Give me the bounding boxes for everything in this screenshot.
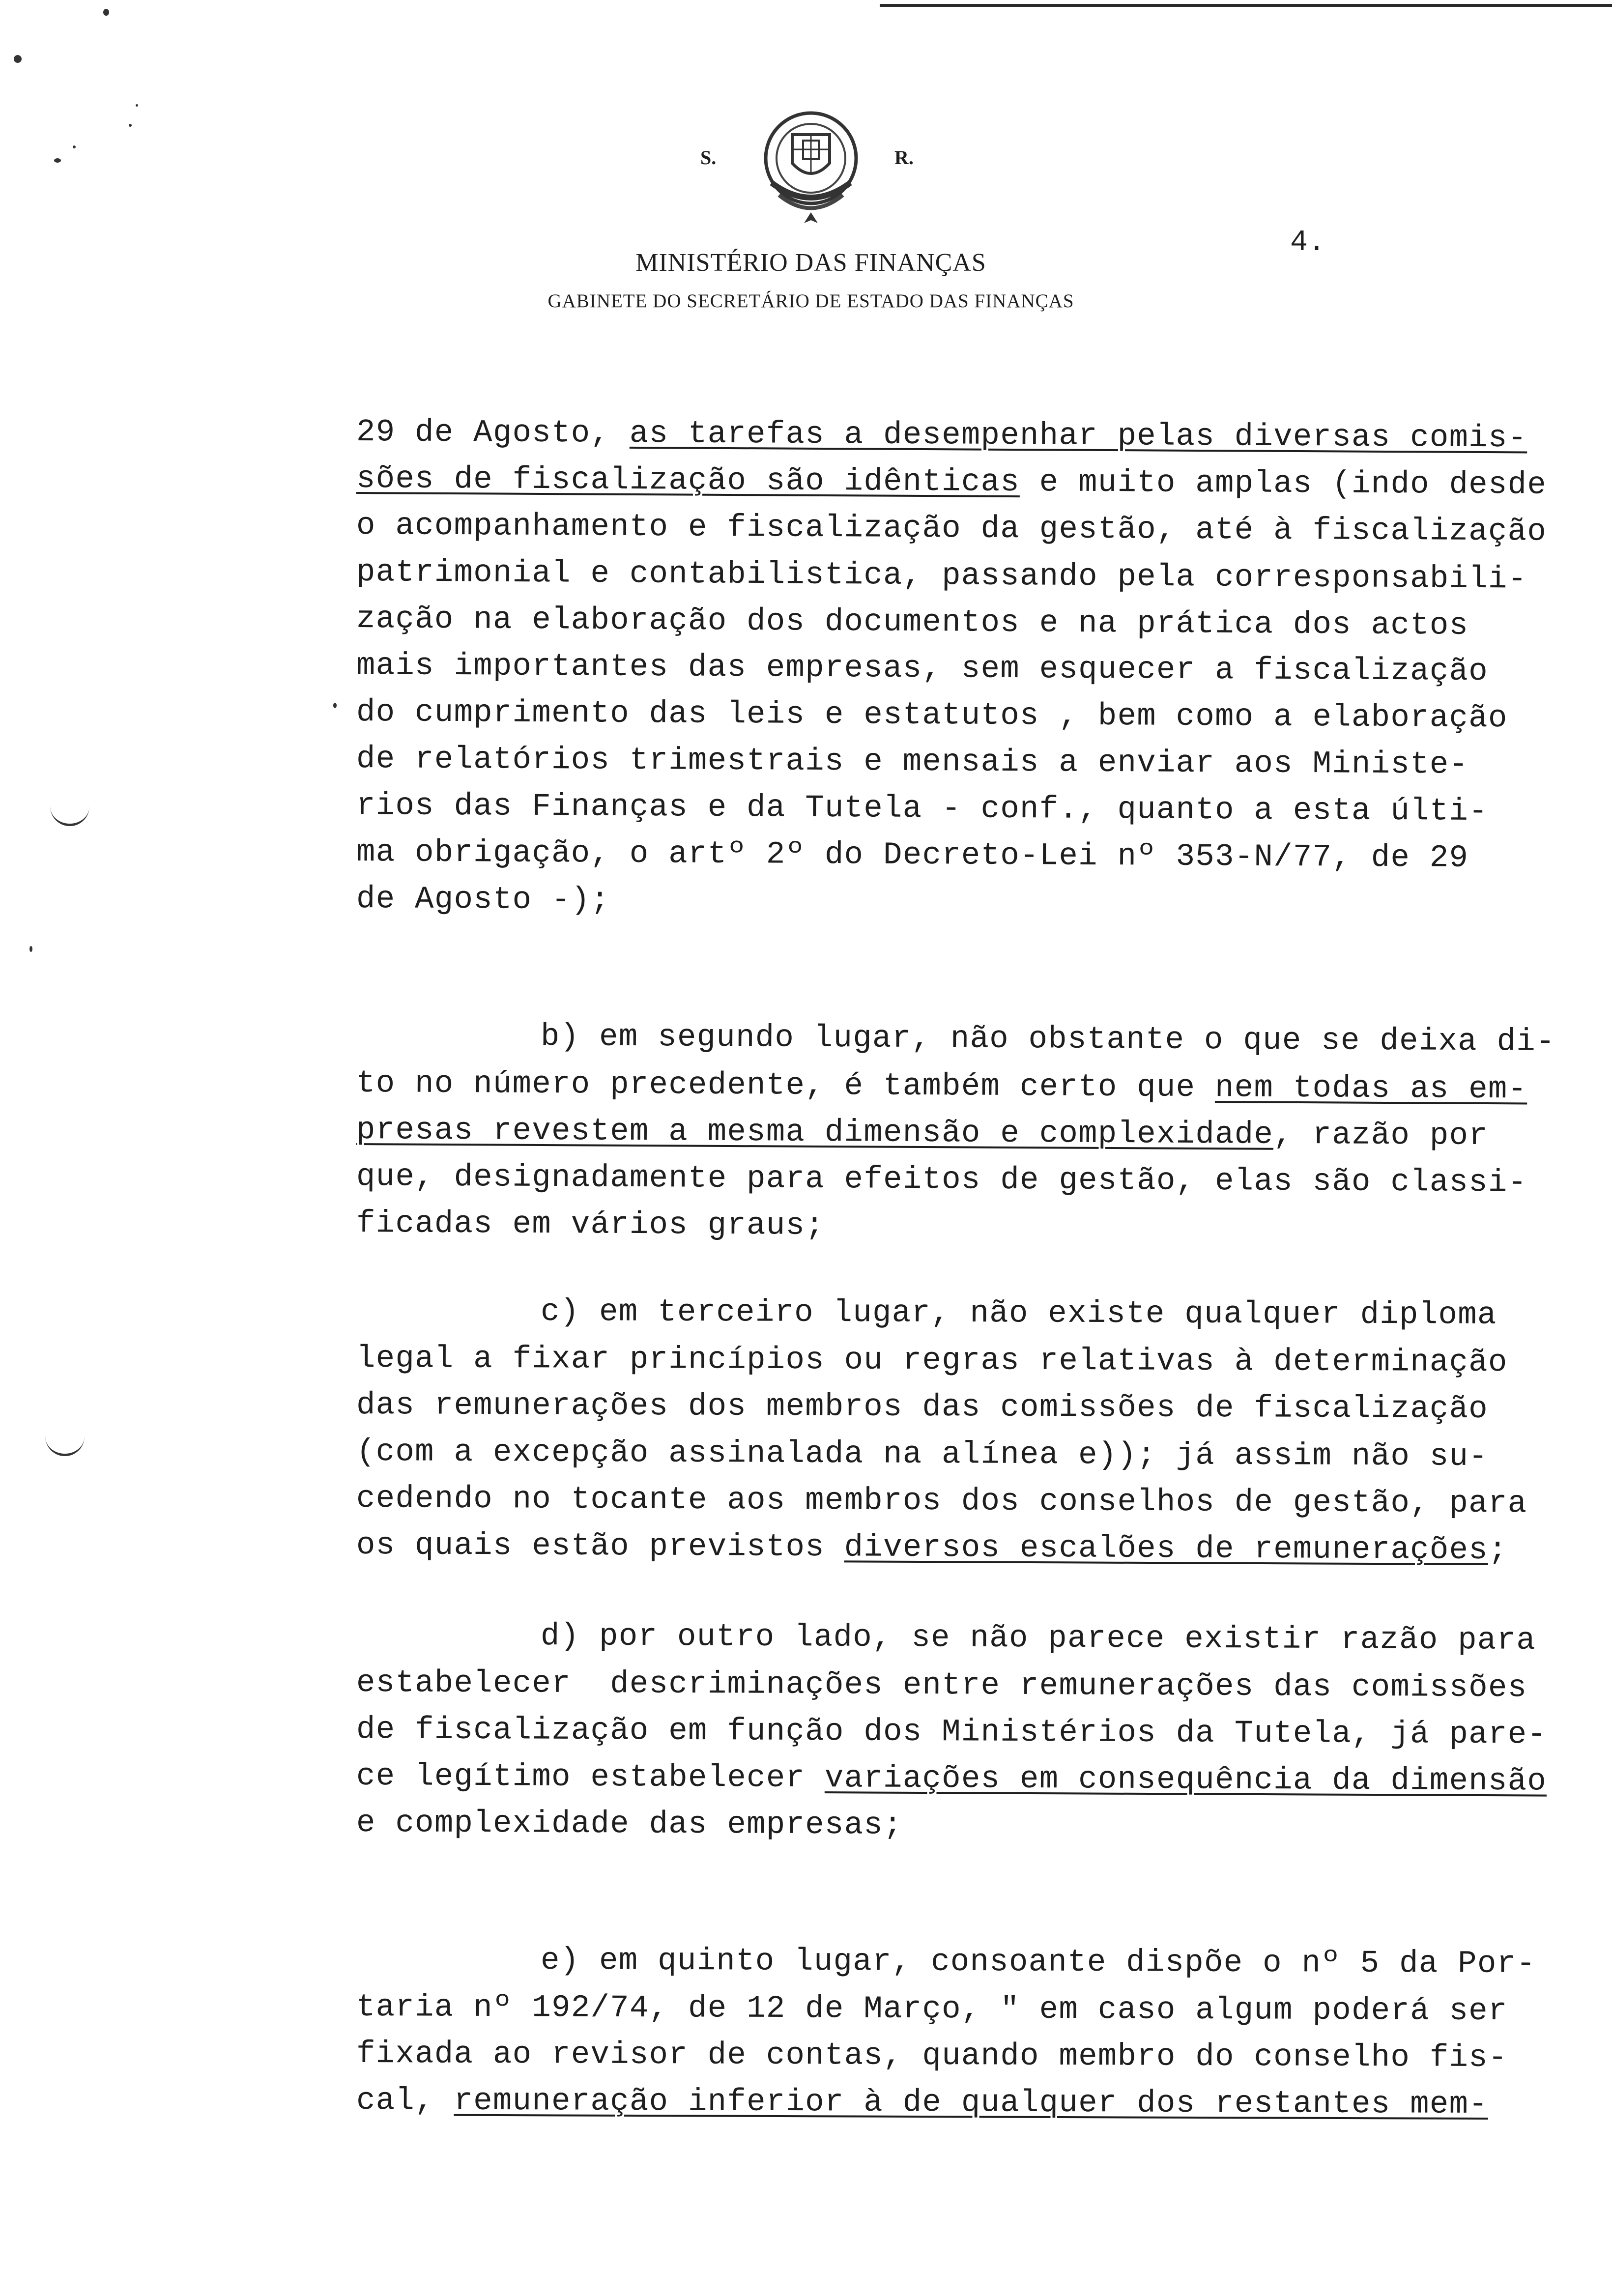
coat-of-arms-seal [737,89,885,237]
text-line [356,1429,1610,1481]
text-segment: d) por outro lado, se não parece existir razão para [540,1619,1536,1659]
text-line [356,1753,1610,1806]
underlined-text: presas revestem a mesma dimensão e complexidade [356,1113,1274,1153]
text-line [356,1522,1610,1575]
text-segment: os quais estão previstos [356,1528,844,1566]
text-segment: fixada ao revisor de contas, quando membro do conselho fis- [356,2037,1508,2076]
text-line [356,1107,1610,1160]
text-line [356,1200,1610,1254]
text-segment: mais importantes das empresas, sem esquecer a fiscalização [356,648,1489,690]
text-segment: taria nº 192/74, de 12 de Março, " em caso algum poderá ser [356,1990,1508,2030]
underlined-text: diversos escalões de remunerações [844,1530,1489,1569]
text-segment: zação na elaboração dos documentos e na prática dos actos [356,602,1469,644]
top-border-line [880,4,1612,7]
text-line [356,1060,1610,1114]
text-line [356,689,1610,743]
scan-speck [14,55,22,63]
scan-speck [73,145,76,148]
seal-left-letter: S. [700,146,717,169]
text-segment: de relatórios trimestrais e mensais a enviar aos Ministe- [356,742,1469,783]
text-line [541,1937,1612,1989]
margin-mark [50,806,89,826]
text-segment: c) em terceiro lugar, não existe qualquer diploma [540,1294,1497,1333]
scan-speck [54,158,61,163]
text-segment: ficadas em vários graus; [356,1206,825,1244]
text-segment: das remunerações dos membros das comissões de fiscalização [356,1388,1489,1428]
scan-speck [29,946,32,952]
text-line [356,549,1610,604]
text-line [356,456,1610,509]
underlined-text: as tarefas a desempenhar pelas diversas comis- [629,416,1527,457]
underlined-text: sões de fiscalização são idênticas [356,461,1020,501]
text-line [356,596,1610,651]
text-line [356,1475,1610,1528]
text-segment: estabelecer descriminações entre remunerações das comissões [356,1665,1527,1706]
cabinet-heading: GABINETE DO SECRETÁRIO DE ESTADO DAS FINANÇAS [547,290,1074,312]
text-segment: e complexidade das empresas; [356,1806,903,1843]
text-segment: cedendo no tocante aos membros dos conselhos de gestão, para [356,1481,1527,1522]
text-segment: rios das Finanças e da Tutela - conf., quanto a esta últi- [356,788,1489,830]
scan-speck [103,9,109,16]
text-segment: ce legítimo estabelecer [356,1759,825,1797]
scan-speck [136,104,138,107]
text-line [356,736,1610,789]
text-line [356,502,1610,556]
text-line [356,782,1610,836]
text-segment: de fiscalização em função dos Ministérios da Tutela, já pare- [356,1712,1547,1753]
scan-speck [129,124,132,127]
text-line [356,876,1610,929]
text-segment: , razão por [1273,1117,1489,1154]
text-line [541,1013,1612,1067]
text-line [356,829,1610,883]
text-line [356,2031,1610,2082]
text-segment: cal, [356,2083,454,2119]
text-line [356,1382,1610,1434]
text-line [356,2077,1610,2129]
text-segment: patrimonial e contabilistica, passando pela corresponsabili- [356,555,1527,598]
text-segment: e muito amplas (indo desde [1019,465,1547,503]
margin-mark [45,1436,85,1456]
text-line [356,1660,1610,1712]
text-segment: o acompanhamento e fiscalização da gestão, até à fiscalização [356,508,1547,550]
underlined-text: remuneração inferior à de qualquer dos restantes mem- [454,2083,1489,2123]
text-segment: e) em quinto lugar, consoante dispõe o nº 5 da Por- [540,1943,1536,1982]
text-line [356,1800,1610,1852]
text-line [356,409,1610,462]
page-number: 4. [1290,226,1326,259]
text-line [541,1613,1612,1665]
text-segment: to no número precedente, é também certo que [356,1066,1215,1106]
ministry-heading: MINISTÉRIO DAS FINANÇAS [635,249,986,277]
text-segment: b) em segundo lugar, não obstante o que se deixa di- [540,1019,1555,1060]
text-line [356,642,1610,696]
text-segment: que, designadamente para efeitos de gestão, elas são classi- [356,1159,1527,1201]
text-segment: legal a fixar princípios ou regras relativas à determinação [356,1341,1508,1381]
text-line [356,1706,1610,1759]
scan-speck [333,703,337,708]
text-line [541,1289,1612,1340]
text-segment: de Agosto -); [356,882,610,918]
text-segment: ; [1488,1533,1508,1569]
text-segment: (com a excepção assinalada na alínea e)); já assim não su- [356,1435,1489,1475]
text-segment: 29 de Agosto, [356,415,630,452]
underlined-text: variações em consequência da dimensão [824,1761,1547,1800]
text-segment: do cumprimento das leis e estatutos , bem como a elaboração [356,695,1508,737]
seal-right-letter: R. [894,146,914,169]
underlined-text: nem todas as em- [1214,1070,1527,1108]
text-line [356,1335,1610,1387]
text-line [356,1153,1610,1207]
text-segment: ma obrigação, o artº 2º do Decreto-Lei nº 353-N/77, de 29 [356,835,1469,876]
text-line [356,1984,1610,2036]
